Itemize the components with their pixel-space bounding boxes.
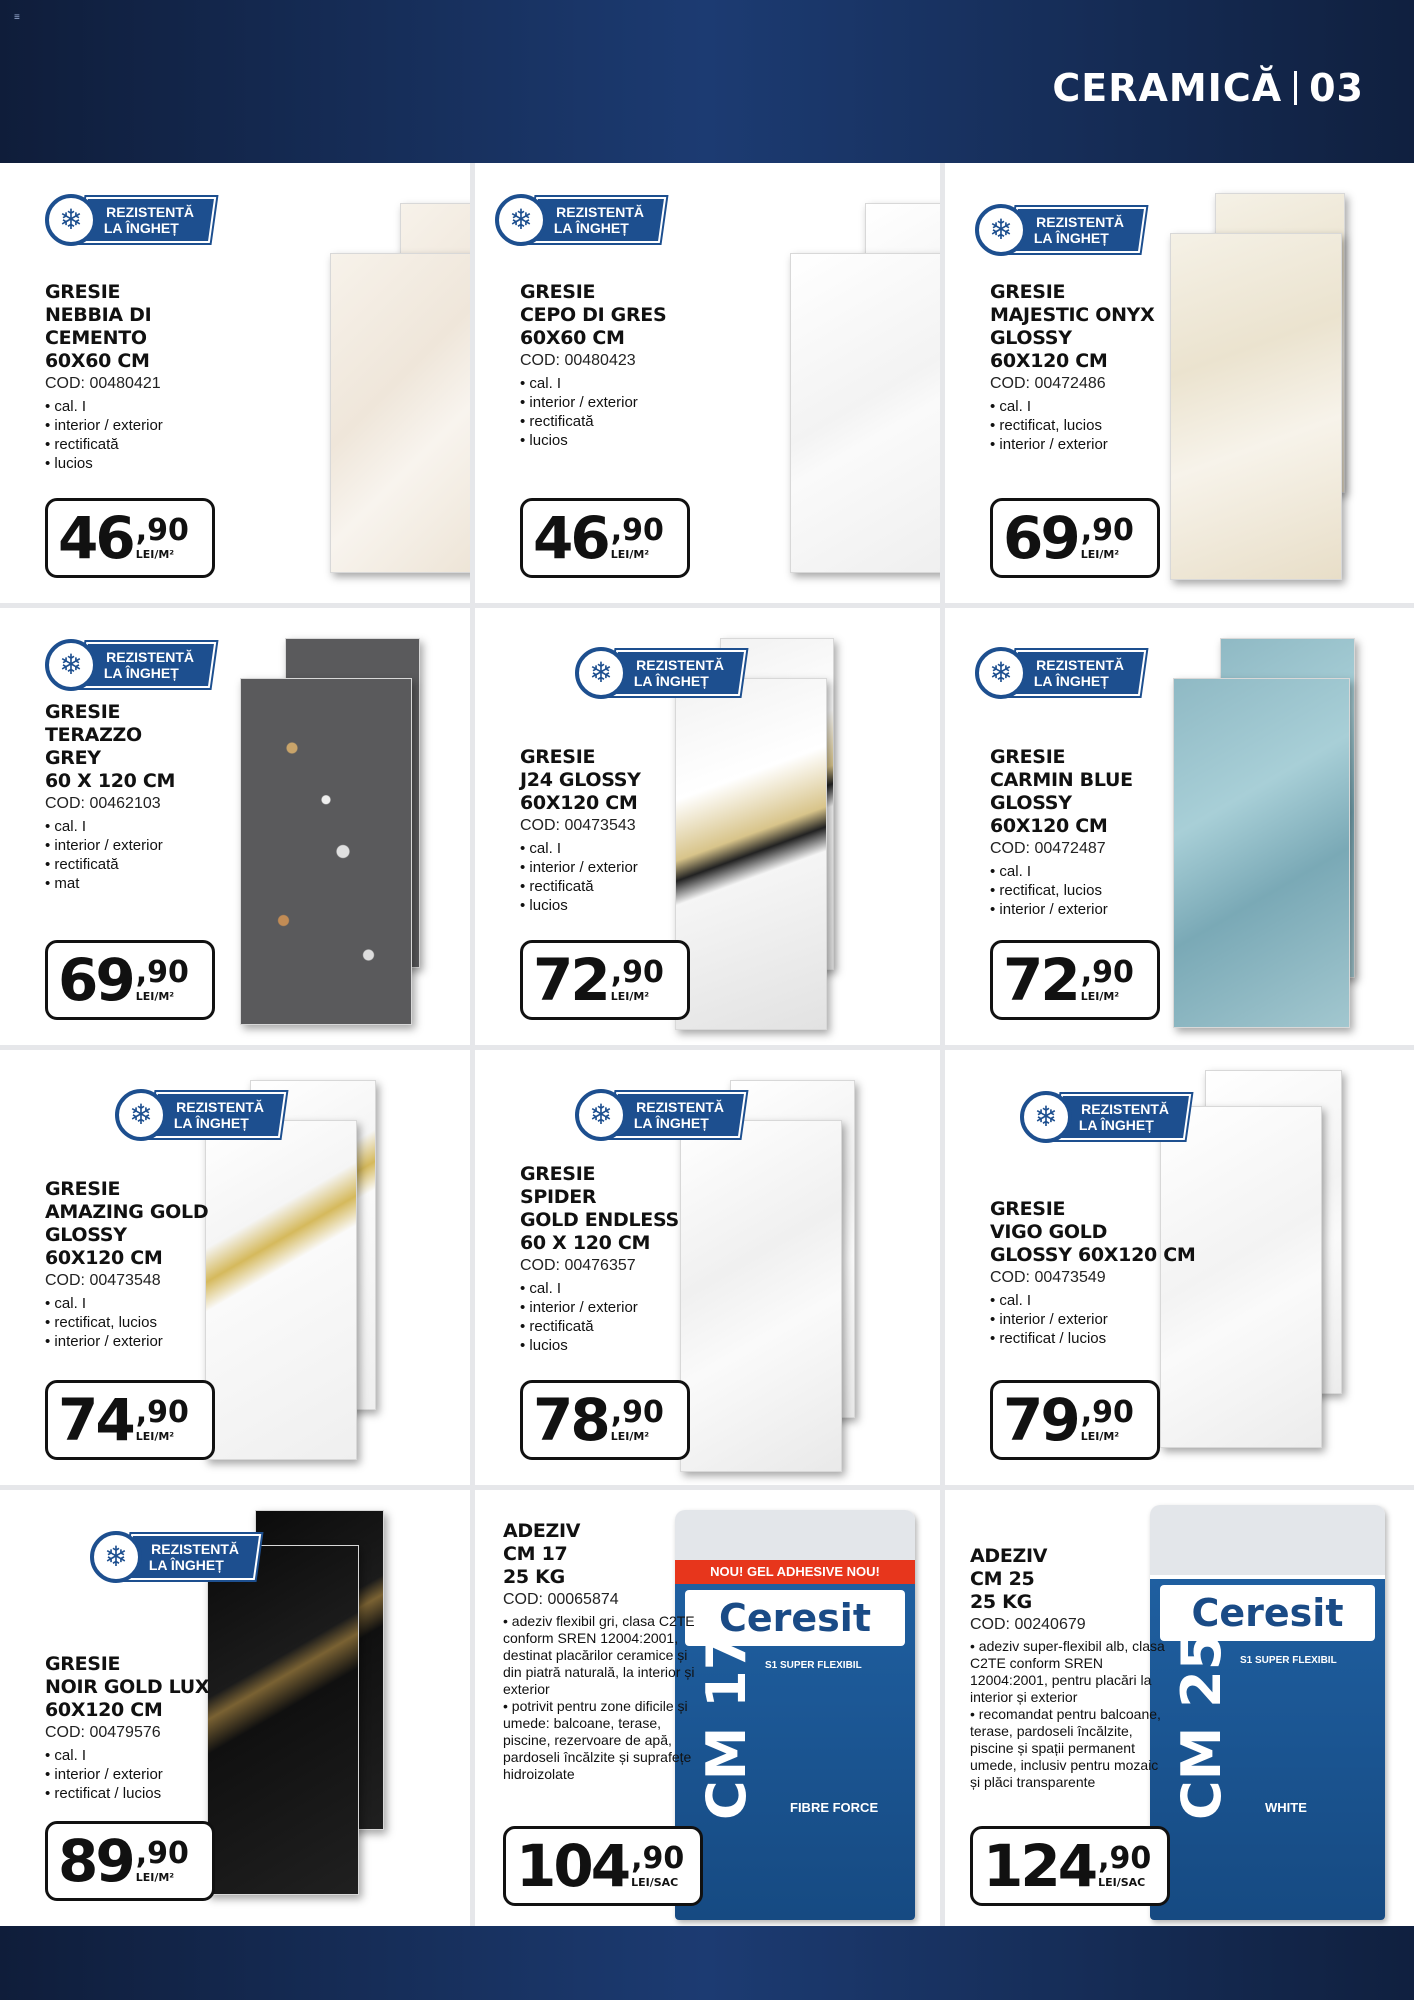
bag-product-name: CM 25 bbox=[1170, 1632, 1233, 1820]
feature-list bbox=[990, 862, 1230, 919]
feature-item: • rectificat, lucios bbox=[990, 881, 1230, 900]
badge-line1: REZISTENTĂ bbox=[106, 204, 195, 220]
product-code: COD: 00473548 bbox=[45, 1272, 161, 1289]
badge-line1: REZISTENTĂ bbox=[636, 1099, 725, 1115]
price-integer: 72 bbox=[1003, 946, 1078, 1014]
product-title-line: GLOSSY bbox=[990, 327, 1072, 349]
frost-resistant-badge bbox=[975, 203, 1151, 257]
bag-feature-label: FIBRE FORCE bbox=[790, 1800, 879, 1815]
price-right bbox=[610, 954, 664, 1003]
feature-item: • cal. I bbox=[45, 1294, 285, 1313]
price-decimal: ,90 bbox=[610, 954, 664, 990]
product-title-line: 60 X 120 CM bbox=[520, 1232, 651, 1254]
product-title-line: GREY bbox=[45, 747, 101, 769]
price-tag bbox=[520, 498, 690, 578]
price-right bbox=[135, 512, 189, 561]
price-integer: 89 bbox=[58, 1827, 133, 1895]
badge-ribbon bbox=[1010, 207, 1146, 253]
product-title-line: CM 25 bbox=[970, 1568, 1035, 1590]
feature-list bbox=[45, 817, 285, 893]
product-title-line: AMAZING GOLD bbox=[45, 1201, 209, 1223]
price-integer: 74 bbox=[58, 1386, 133, 1454]
row-divider bbox=[0, 1045, 1414, 1050]
badge-line1: REZISTENTĂ bbox=[636, 657, 725, 673]
product-card[interactable] bbox=[475, 608, 945, 1045]
price-unit: LEI/M² bbox=[135, 547, 175, 561]
bag-product-name: CM 17 bbox=[695, 1632, 758, 1820]
product-code: COD: 00472487 bbox=[990, 840, 1106, 857]
feature-item: • interior / exterior bbox=[520, 1298, 760, 1317]
product-title-line: 60X120 CM bbox=[990, 815, 1108, 837]
product-title-line: GRESIE bbox=[520, 1163, 596, 1185]
badge-ribbon bbox=[80, 197, 216, 243]
price-unit: LEI/SAC bbox=[1098, 1875, 1146, 1889]
price-decimal: ,90 bbox=[610, 512, 664, 548]
snowflake-icon: ❄ bbox=[45, 639, 97, 691]
feature-item: • cal. I bbox=[45, 1746, 285, 1765]
price-unit: LEI/M² bbox=[135, 1429, 175, 1443]
frost-resistant-badge bbox=[575, 646, 751, 700]
feature-item: • rectificată bbox=[45, 435, 285, 454]
price-integer: 79 bbox=[1003, 1386, 1078, 1454]
price-integer: 78 bbox=[533, 1386, 608, 1454]
price-right bbox=[1080, 512, 1134, 561]
product-title-line: GRESIE bbox=[45, 281, 121, 303]
price-tag bbox=[45, 1821, 215, 1901]
snowflake-icon: ❄ bbox=[1020, 1091, 1072, 1143]
badge-line1: REZISTENTĂ bbox=[1081, 1101, 1170, 1117]
product-title-line: CM 17 bbox=[503, 1543, 568, 1565]
price-decimal: ,90 bbox=[1098, 1840, 1152, 1876]
product-card[interactable] bbox=[945, 163, 1414, 603]
feature-item: • lucios bbox=[520, 896, 760, 915]
product-code: COD: 00473549 bbox=[990, 1269, 1106, 1286]
product-title-line: 60X60 CM bbox=[45, 350, 150, 372]
product-title bbox=[520, 1163, 780, 1255]
badge-line2: LA ÎNGHEȚ bbox=[103, 665, 179, 681]
frost-resistant-badge bbox=[575, 1088, 751, 1142]
snowflake-icon: ❄ bbox=[575, 1089, 627, 1141]
product-title-line: GRESIE bbox=[45, 1178, 121, 1200]
product-title-line: GRESIE bbox=[45, 701, 121, 723]
feature-item: • cal. I bbox=[45, 817, 285, 836]
product-title-line: CEPO DI GRES bbox=[520, 304, 667, 326]
feature-list bbox=[503, 1613, 703, 1783]
price-integer: 46 bbox=[58, 504, 133, 572]
product-title-line: 25 KG bbox=[970, 1591, 1032, 1613]
page-footer bbox=[0, 1926, 1414, 2000]
frost-resistant-badge bbox=[975, 646, 1151, 700]
feature-item: • rectificată bbox=[520, 877, 760, 896]
badge-ribbon bbox=[610, 650, 746, 696]
product-title-line: 60 X 120 CM bbox=[45, 770, 176, 792]
feature-item: • interior / exterior bbox=[520, 393, 760, 412]
feature-item: • rectificat / lucios bbox=[45, 1784, 285, 1803]
badge-ribbon bbox=[80, 642, 216, 688]
product-title-line: 60X120 CM bbox=[520, 792, 638, 814]
price-tag bbox=[45, 1380, 215, 1460]
product-title-line: GRESIE bbox=[520, 746, 596, 768]
price-tag bbox=[990, 940, 1160, 1020]
section-name: CERAMICĂ bbox=[1052, 66, 1283, 110]
product-title-line: ADEZIV bbox=[503, 1520, 581, 1542]
snowflake-icon: ❄ bbox=[975, 204, 1027, 256]
badge-ribbon bbox=[530, 197, 666, 243]
product-title-line: 25 KG bbox=[503, 1566, 565, 1588]
badge-line2: LA ÎNGHEȚ bbox=[553, 220, 629, 236]
product-title bbox=[503, 1520, 763, 1589]
price-unit: LEI/M² bbox=[610, 1429, 650, 1443]
product-title-line: MAJESTIC ONYX bbox=[990, 304, 1155, 326]
price-integer: 72 bbox=[533, 946, 608, 1014]
price-decimal: ,90 bbox=[135, 954, 189, 990]
row-divider bbox=[0, 1485, 1414, 1490]
product-title-line: NOIR GOLD LUX bbox=[45, 1676, 210, 1698]
feature-item: • rectificat, lucios bbox=[45, 1313, 285, 1332]
feature-item: • cal. I bbox=[990, 397, 1230, 416]
snowflake-icon: ❄ bbox=[575, 647, 627, 699]
feature-list bbox=[970, 1638, 1170, 1791]
feature-list bbox=[520, 374, 760, 450]
product-title-line: 60X120 CM bbox=[45, 1247, 163, 1269]
badge-line1: REZISTENTĂ bbox=[151, 1541, 240, 1557]
feature-item: • interior / exterior bbox=[520, 858, 760, 877]
tile-image bbox=[1173, 678, 1350, 1028]
price-right bbox=[135, 954, 189, 1003]
product-title bbox=[45, 281, 305, 373]
badge-line1: REZISTENTĂ bbox=[106, 649, 195, 665]
badge-line1: REZISTENTĂ bbox=[556, 204, 645, 220]
bag-brand: Ceresit bbox=[1160, 1585, 1375, 1641]
product-title-line: 60X60 CM bbox=[520, 327, 625, 349]
product-title-line: SPIDER bbox=[520, 1186, 597, 1208]
product-card[interactable] bbox=[945, 1050, 1414, 1485]
product-title bbox=[990, 1198, 1250, 1267]
product-card[interactable] bbox=[945, 608, 1414, 1045]
feature-item: • rectificat / lucios bbox=[990, 1329, 1230, 1348]
badge-ribbon bbox=[610, 1092, 746, 1138]
product-title bbox=[990, 746, 1250, 838]
page-number: 03 bbox=[1309, 66, 1364, 110]
product-title bbox=[990, 281, 1250, 373]
feature-item: • cal. I bbox=[990, 1291, 1230, 1310]
product-title-line: J24 GLOSSY bbox=[520, 769, 641, 791]
product-title-line: GRESIE bbox=[520, 281, 596, 303]
price-tag bbox=[520, 1380, 690, 1460]
bag-brand: Ceresit bbox=[685, 1590, 905, 1646]
tile-image bbox=[330, 253, 470, 573]
badge-line2: LA ÎNGHEȚ bbox=[103, 220, 179, 236]
price-decimal: ,90 bbox=[135, 512, 189, 548]
price-integer: 124 bbox=[983, 1832, 1096, 1900]
badge-line2: LA ÎNGHEȚ bbox=[633, 1115, 709, 1131]
price-integer: 69 bbox=[58, 946, 133, 1014]
feature-list bbox=[520, 1279, 760, 1355]
price-decimal: ,90 bbox=[135, 1394, 189, 1430]
price-right bbox=[1080, 954, 1134, 1003]
product-title bbox=[45, 701, 305, 793]
price-right bbox=[631, 1840, 685, 1889]
price-unit: LEI/M² bbox=[1080, 1429, 1120, 1443]
snowflake-icon: ❄ bbox=[45, 194, 97, 246]
badge-ribbon bbox=[150, 1092, 286, 1138]
price-unit: LEI/M² bbox=[1080, 547, 1120, 561]
product-title-line: GLOSSY 60X120 CM bbox=[990, 1244, 1196, 1266]
feature-item: • mat bbox=[45, 874, 285, 893]
product-card[interactable] bbox=[0, 1050, 470, 1485]
product-code: COD: 00473543 bbox=[520, 817, 636, 834]
product-title-line: NEBBIA DI bbox=[45, 304, 152, 326]
feature-list bbox=[45, 1294, 285, 1351]
price-integer: 104 bbox=[516, 1832, 629, 1900]
price-right bbox=[135, 1835, 189, 1884]
price-unit: LEI/M² bbox=[135, 989, 175, 1003]
price-tag bbox=[990, 1380, 1160, 1460]
price-tag bbox=[45, 498, 215, 578]
product-code: COD: 00065874 bbox=[503, 1591, 619, 1608]
product-card[interactable] bbox=[475, 1490, 945, 1926]
badge-line1: REZISTENTĂ bbox=[1036, 657, 1125, 673]
feature-item: • rectificată bbox=[520, 1317, 760, 1336]
row-divider bbox=[0, 603, 1414, 608]
product-card[interactable] bbox=[0, 608, 470, 1045]
product-title bbox=[970, 1545, 1230, 1614]
product-title-line: GLOSSY bbox=[990, 792, 1072, 814]
product-code: COD: 00480421 bbox=[45, 375, 161, 392]
product-card[interactable] bbox=[475, 1050, 945, 1485]
menu-icon: ≡ bbox=[14, 12, 20, 23]
price-decimal: ,90 bbox=[135, 1835, 189, 1871]
badge-line2: LA ÎNGHEȚ bbox=[1033, 673, 1109, 689]
product-code: COD: 00472486 bbox=[990, 375, 1106, 392]
product-card[interactable] bbox=[0, 1490, 470, 1926]
feature-item: • cal. I bbox=[520, 1279, 760, 1298]
feature-item: • cal. I bbox=[45, 397, 285, 416]
tile-image bbox=[205, 1120, 357, 1460]
badge-line1: REZISTENTĂ bbox=[176, 1099, 265, 1115]
badge-line2: LA ÎNGHEȚ bbox=[173, 1115, 249, 1131]
feature-item: • adeziv flexibil gri, clasa C2TE conform SREN 12004:2001, destinat placărilor ceramice și din piatră naturală, la interior și exterior bbox=[503, 1613, 703, 1698]
feature-item: • potrivit pentru zone dificile și umede: balcoane, terase, piscine, rezervoare de apă, pardoseli încălzite și suprafețe hidroizolate bbox=[503, 1698, 703, 1783]
snowflake-icon: ❄ bbox=[495, 194, 547, 246]
price-unit: LEI/M² bbox=[1080, 989, 1120, 1003]
badge-line2: LA ÎNGHEȚ bbox=[148, 1557, 224, 1573]
badge-ribbon bbox=[1055, 1094, 1191, 1140]
frost-resistant-badge bbox=[45, 638, 221, 692]
bag-feature-label: WHITE bbox=[1265, 1800, 1307, 1815]
bag-subtitle: S1 SUPER FLEXIBIL bbox=[1240, 1655, 1337, 1666]
product-title-line: TERAZZO bbox=[45, 724, 142, 746]
badge-ribbon bbox=[1010, 650, 1146, 696]
tile-image bbox=[790, 253, 945, 573]
price-unit: LEI/M² bbox=[610, 547, 650, 561]
product-title-line: ADEZIV bbox=[970, 1545, 1048, 1567]
price-tag bbox=[45, 940, 215, 1020]
product-title bbox=[520, 281, 780, 350]
price-right bbox=[135, 1394, 189, 1443]
feature-item: • cal. I bbox=[990, 862, 1230, 881]
product-title-line: 60X120 CM bbox=[990, 350, 1108, 372]
snowflake-icon: ❄ bbox=[90, 1531, 142, 1583]
price-unit: LEI/M² bbox=[135, 1870, 175, 1884]
feature-list bbox=[990, 1291, 1230, 1348]
feature-item: • rectificată bbox=[45, 855, 285, 874]
bag-band: NOU! GEL ADHESIVE NOU! bbox=[675, 1560, 915, 1584]
price-tag bbox=[970, 1826, 1170, 1906]
frost-resistant-badge bbox=[45, 193, 221, 247]
product-code: COD: 00240679 bbox=[970, 1616, 1086, 1633]
product-title-line: CEMENTO bbox=[45, 327, 147, 349]
snowflake-icon: ❄ bbox=[115, 1089, 167, 1141]
page-header bbox=[0, 0, 1414, 163]
product-title bbox=[520, 746, 780, 815]
badge-line2: LA ÎNGHEȚ bbox=[633, 673, 709, 689]
product-title-line: GRESIE bbox=[990, 746, 1066, 768]
badge-line2: LA ÎNGHEȚ bbox=[1033, 230, 1109, 246]
frost-resistant-badge bbox=[1020, 1090, 1196, 1144]
feature-item: • lucios bbox=[520, 431, 760, 450]
product-code: COD: 00479576 bbox=[45, 1724, 161, 1741]
price-right bbox=[610, 1394, 664, 1443]
price-integer: 46 bbox=[533, 504, 608, 572]
feature-item: • rectificat, lucios bbox=[990, 416, 1230, 435]
product-title-line: 60X120 CM bbox=[45, 1699, 163, 1721]
feature-item: • rectificată bbox=[520, 412, 760, 431]
product-card[interactable] bbox=[945, 1490, 1414, 1926]
product-title bbox=[45, 1653, 305, 1722]
price-decimal: ,90 bbox=[1080, 512, 1134, 548]
feature-list bbox=[520, 839, 760, 915]
product-code: COD: 00462103 bbox=[45, 795, 161, 812]
frost-resistant-badge bbox=[115, 1088, 291, 1142]
feature-item: • cal. I bbox=[520, 839, 760, 858]
price-right bbox=[1080, 1394, 1134, 1443]
price-tag bbox=[503, 1826, 703, 1906]
frost-resistant-badge bbox=[90, 1530, 266, 1584]
feature-item: • interior / exterior bbox=[45, 1765, 285, 1784]
title-separator bbox=[1294, 71, 1297, 105]
product-title-line: VIGO GOLD bbox=[990, 1221, 1108, 1243]
frost-resistant-badge bbox=[495, 193, 671, 247]
feature-item: • lucios bbox=[520, 1336, 760, 1355]
price-right bbox=[610, 512, 664, 561]
feature-item: • adeziv super-flexibil alb, clasa C2TE conform SREN 12004:2001, pentru placări la interior și exterior bbox=[970, 1638, 1170, 1706]
badge-line1: REZISTENTĂ bbox=[1036, 214, 1125, 230]
price-unit: LEI/SAC bbox=[631, 1875, 679, 1889]
feature-list bbox=[990, 397, 1230, 454]
price-decimal: ,90 bbox=[610, 1394, 664, 1430]
feature-item: • recomandat pentru balcoane, terase, pardoseli încălzite, piscine și spații permanent umede, inclusiv pentru mozaic și plăci transparente bbox=[970, 1706, 1170, 1791]
price-integer: 69 bbox=[1003, 504, 1078, 572]
product-code: COD: 00480423 bbox=[520, 352, 636, 369]
price-tag bbox=[520, 940, 690, 1020]
feature-item: • lucios bbox=[45, 454, 285, 473]
snowflake-icon: ❄ bbox=[975, 647, 1027, 699]
product-title-line: CARMIN BLUE bbox=[990, 769, 1133, 791]
price-right bbox=[1098, 1840, 1152, 1889]
product-card[interactable] bbox=[475, 163, 945, 603]
price-tag bbox=[990, 498, 1160, 578]
product-title-line: GRESIE bbox=[990, 281, 1066, 303]
badge-ribbon bbox=[125, 1534, 261, 1580]
feature-item: • interior / exterior bbox=[990, 1310, 1230, 1329]
feature-item: • interior / exterior bbox=[990, 900, 1230, 919]
feature-item: • interior / exterior bbox=[45, 1332, 285, 1351]
product-card[interactable] bbox=[0, 163, 470, 603]
feature-item: • interior / exterior bbox=[45, 416, 285, 435]
badge-line2: LA ÎNGHEȚ bbox=[1078, 1117, 1154, 1133]
bag-subtitle: S1 SUPER FLEXIBIL bbox=[765, 1660, 862, 1671]
feature-item: • interior / exterior bbox=[990, 435, 1230, 454]
product-title-line: GOLD ENDLESS bbox=[520, 1209, 679, 1231]
price-decimal: ,90 bbox=[1080, 954, 1134, 990]
feature-item: • cal. I bbox=[520, 374, 760, 393]
feature-list bbox=[45, 1746, 285, 1803]
section-title bbox=[1052, 66, 1364, 110]
price-unit: LEI/M² bbox=[610, 989, 650, 1003]
price-decimal: ,90 bbox=[1080, 1394, 1134, 1430]
product-title bbox=[45, 1178, 305, 1270]
product-title-line: GLOSSY bbox=[45, 1224, 127, 1246]
product-title-line: GRESIE bbox=[990, 1198, 1066, 1220]
tile-image bbox=[1160, 1106, 1322, 1448]
product-title-line: GRESIE bbox=[45, 1653, 121, 1675]
product-code: COD: 00476357 bbox=[520, 1257, 636, 1274]
price-decimal: ,90 bbox=[631, 1840, 685, 1876]
feature-item: • interior / exterior bbox=[45, 836, 285, 855]
feature-list bbox=[45, 397, 285, 473]
